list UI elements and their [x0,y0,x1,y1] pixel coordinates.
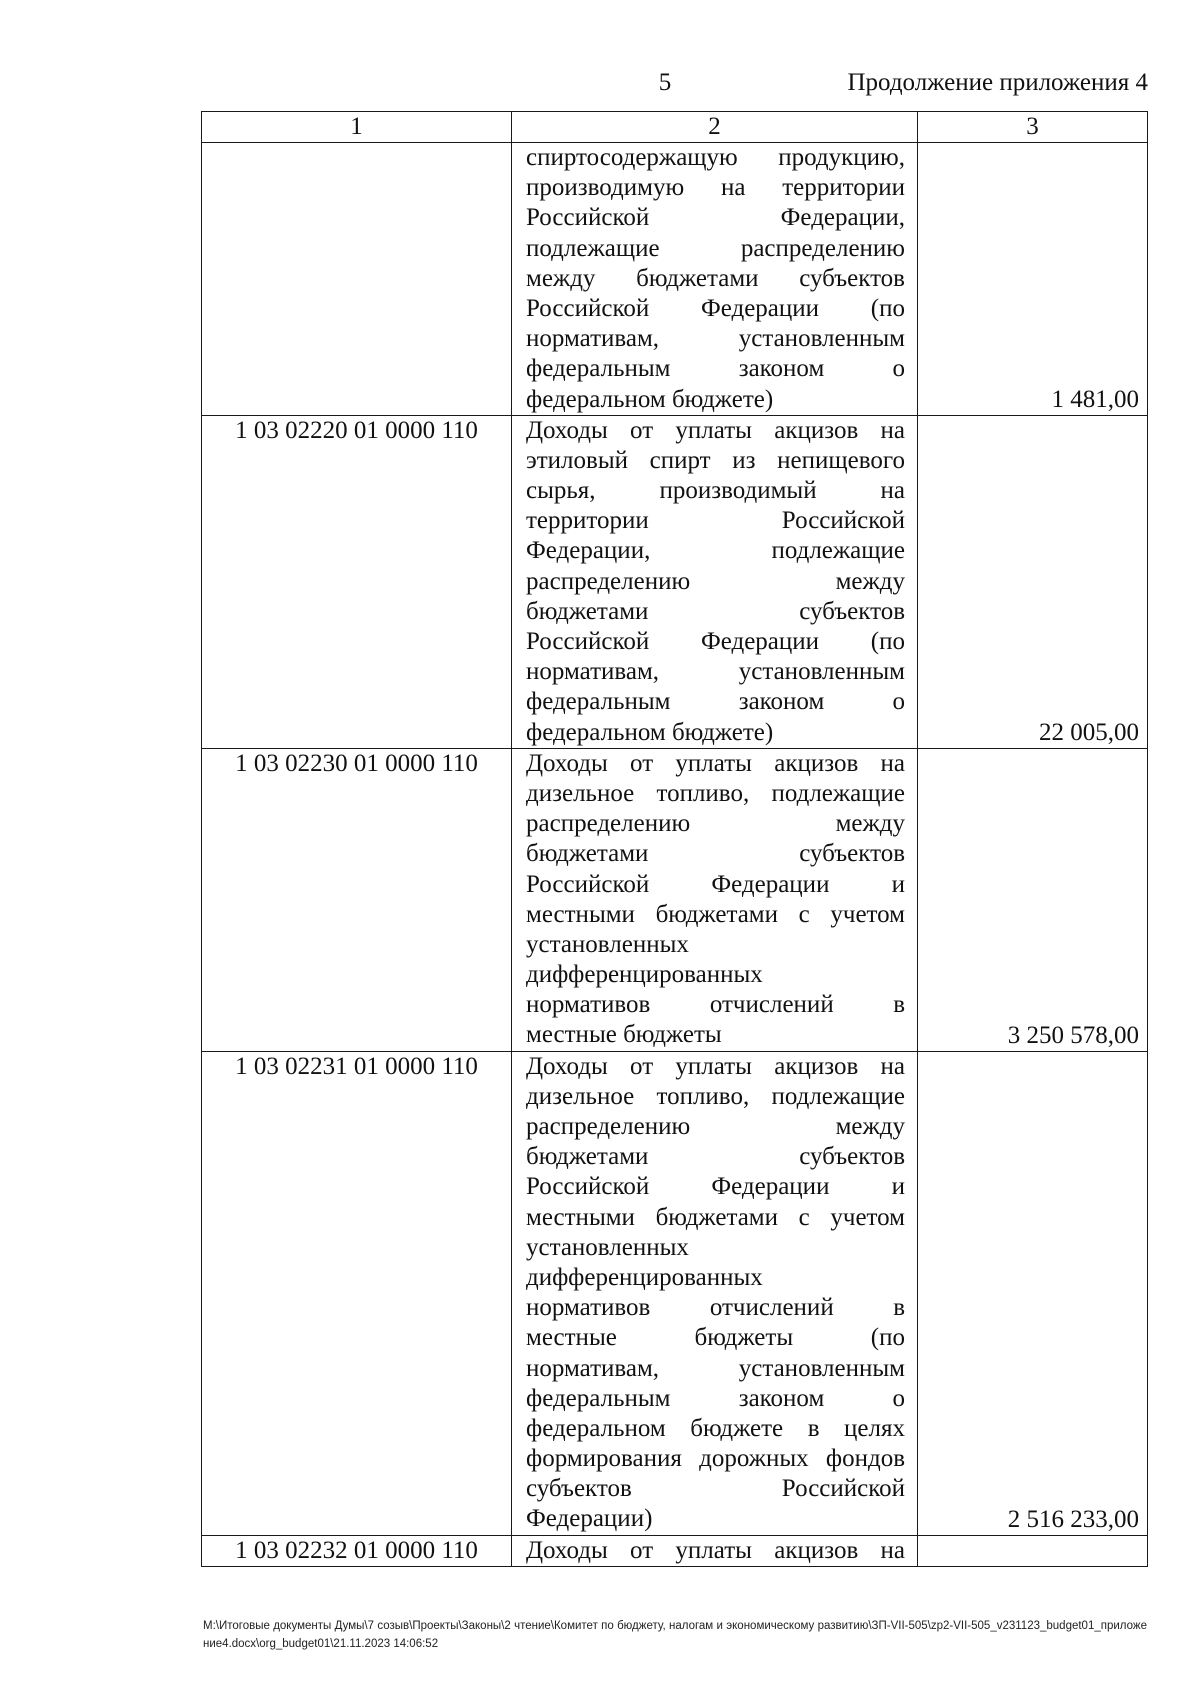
revenue-name-line: дизельное топливо, подлежащие [526,1082,905,1110]
column-header-code: 1 [202,112,512,143]
revenue-name-line: местными бюджетами с учетом [526,1203,905,1231]
amount-cell: 2 516 233,00 [918,1051,1148,1535]
revenue-name-cell [512,1535,918,1566]
revenue-name-line: бюджетами субъектов [526,1143,905,1171]
revenue-name-line: распределению между [526,1113,905,1140]
revenue-name-line: Российской Федерации, [526,204,905,232]
revenue-name-line: федеральным законом о [526,355,905,383]
revenue-name-line: производимую на территории [526,174,905,202]
column-number-row [202,112,1148,143]
amount-cell: 22 005,00 [918,415,1148,748]
page-number: 5 [658,69,672,96]
revenue-name-line: Доходы от уплаты акцизов на [526,1536,905,1564]
table-row [202,1051,1148,1535]
amount-cell: 1 481,00 [918,143,1148,416]
revenue-name-line: Российской Федерации (по [526,628,905,655]
revenue-name-line: дифференцированных [526,961,763,989]
revenue-name-line: Доходы от уплаты акцизов на [526,1052,905,1080]
revenue-name-line: Федерации) [526,1505,653,1533]
revenue-name-line: нормативов отчислений в [526,991,905,1019]
revenue-name-line: сырья, производимый на [526,477,905,505]
revenue-table [201,111,1148,1567]
revenue-name-line: нормативам, установленным [526,325,905,353]
table-row [202,748,1148,1051]
continuation-caption: Продолжение приложения 4 [847,69,1148,96]
table-header [202,112,1148,143]
revenue-name-line: нормативам, установленным [526,1354,905,1382]
revenue-name-line: дизельное топливо, подлежащие [526,779,905,807]
revenue-name-line: установленных [526,1233,689,1261]
revenue-name-line: установленных [526,930,689,958]
revenue-name-line: дифференцированных [526,1263,763,1291]
revenue-name-line: федеральном бюджете в целях [526,1414,905,1442]
revenue-name-line: между бюджетами субъектов [526,264,905,292]
table-row [202,1535,1148,1566]
revenue-name-line: Российской Федерации и [526,1173,905,1201]
amount-cell: 3 250 578,00 [918,748,1148,1051]
budget-code-cell [202,143,512,416]
revenue-name-line: нормативов отчислений в [526,1294,905,1322]
document-file-path: М:\Итоговые документы Думы\7 созыв\Проекты\Законы\2 чтение\Комитет по бюджету, налогам и экономическому развитию\ЗП-VII-505\zp2-VII-505_v231123_budget01_приложение4.docx\org_budget01\21.11.2023 14:06:52 [203,1620,1147,1650]
column-header-name: 2 [512,112,918,143]
budget-code-cell: 1 03 02231 01 0000 110 [202,1051,512,1535]
revenue-name-line: местные бюджеты (по [526,1324,905,1352]
revenue-name-line: федеральным законом о [526,1384,905,1412]
table-body [202,143,1148,1567]
revenue-name-cell [512,143,918,416]
budget-code-cell: 1 03 02232 01 0000 110 [202,1535,512,1566]
revenue-name-cell [512,415,918,748]
revenue-name-line: местные бюджеты [526,1021,722,1049]
revenue-name-line: бюджетами субъектов [526,597,905,625]
budget-code-cell: 1 03 02220 01 0000 110 [202,415,512,748]
revenue-name-line: распределению между [526,567,905,595]
revenue-name-line: Доходы от уплаты акцизов на [526,416,905,444]
column-header-amount: 3 [918,112,1148,143]
amount-cell [918,1535,1148,1566]
table-row [202,143,1148,416]
revenue-name-line: бюджетами субъектов [526,840,905,868]
revenue-name-cell [512,748,918,1051]
revenue-name-line: Доходы от уплаты акцизов на [526,749,905,777]
revenue-name-line: Федерации, подлежащие [526,537,905,565]
revenue-name-line: нормативам, установленным [526,658,905,686]
revenue-name-line: распределению между [526,810,905,838]
budget-code-cell: 1 03 02230 01 0000 110 [202,748,512,1051]
revenue-name-line: федеральным законом о [526,688,905,716]
revenue-name-line: федеральном бюджете) [526,718,774,746]
revenue-name-line: местными бюджетами с учетом [526,900,905,928]
revenue-name-line: формирования дорожных фондов [526,1445,905,1473]
table-row [202,415,1148,748]
revenue-name-line: спиртосодержащую продукцию, [526,144,905,171]
revenue-name-line: Российской Федерации (по [526,294,905,322]
revenue-name-line: субъектов Российской [526,1475,905,1503]
revenue-name-line: подлежащие распределению [526,234,905,262]
revenue-name-cell [512,1051,918,1535]
revenue-name-line: этиловый спирт из непищевого [526,446,905,474]
revenue-name-line: федеральном бюджете) [526,385,774,413]
revenue-name-line: территории Российской [526,507,905,535]
revenue-name-line: Российской Федерации и [526,870,905,898]
